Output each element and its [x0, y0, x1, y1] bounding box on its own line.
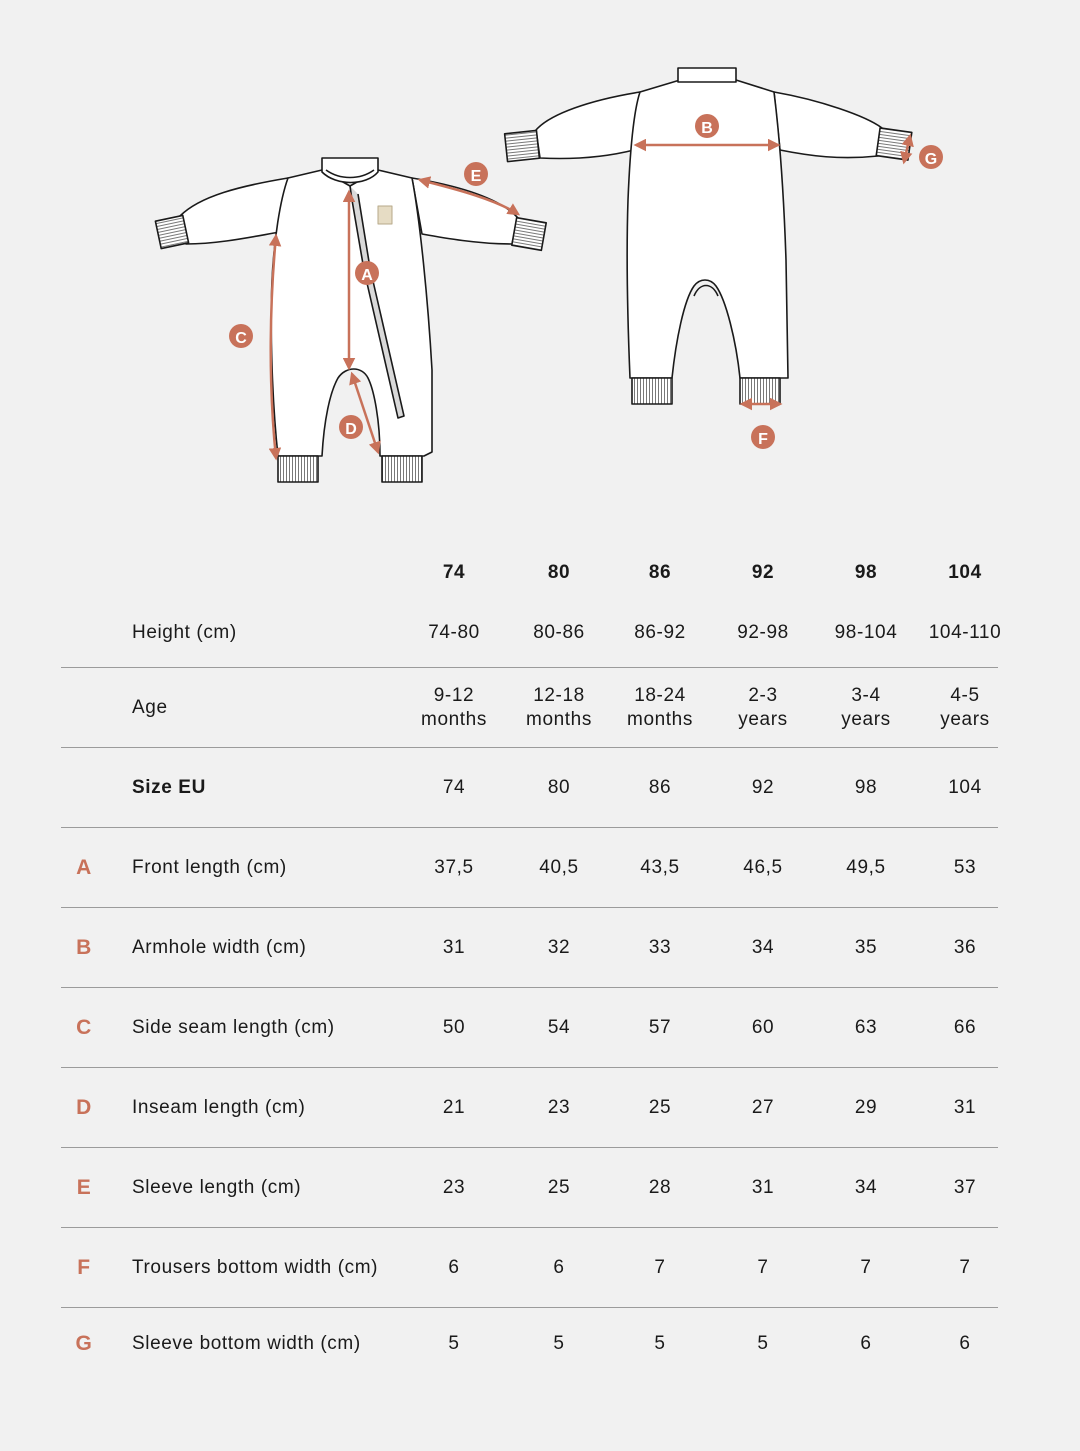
table-row-inseam [0, 1068, 1080, 1148]
table-cell: 21 [442, 1097, 466, 1118]
table-cell: 43,5 [640, 857, 680, 878]
table-cell: 7 [860, 1257, 872, 1278]
row-letter: G [75, 1332, 93, 1355]
table-cell: 46,5 [743, 857, 783, 878]
row-label: Age [132, 697, 168, 718]
row-letter: D [76, 1096, 92, 1119]
marker-g [919, 145, 943, 169]
table-cell: 34 [854, 1177, 878, 1198]
row-label: Side seam length (cm) [132, 1017, 335, 1038]
size-header: 86 [648, 562, 672, 583]
table-cell: 6 [860, 1333, 872, 1354]
table-cell: 74-80 [428, 622, 480, 643]
row-label: Size EU [132, 777, 206, 798]
table-cell: 5 [757, 1333, 769, 1354]
table-cell: 33 [648, 937, 672, 958]
table-cell: 7 [654, 1257, 666, 1278]
table-cell: 3-4 years [841, 685, 891, 730]
table-cell: 60 [751, 1017, 775, 1038]
row-label: Inseam length (cm) [132, 1097, 306, 1118]
table-row-height [0, 608, 1080, 658]
table-cell: 57 [648, 1017, 672, 1038]
table-cell: 2-3 years [738, 685, 788, 730]
garment-illustration [0, 0, 1080, 520]
table-header-row [0, 552, 1080, 594]
row-letter: E [76, 1176, 92, 1199]
svg-text:A: A [361, 267, 373, 284]
table-cell: 74 [442, 777, 466, 798]
table-cell: 80 [547, 777, 571, 798]
table-cell: 23 [547, 1097, 571, 1118]
table-cell: 63 [854, 1017, 878, 1038]
table-row-sleeve-bottom [0, 1308, 1080, 1380]
table-cell: 31 [953, 1097, 977, 1118]
table-cell: 49,5 [846, 857, 886, 878]
svg-text:G: G [924, 151, 938, 168]
table-cell: 34 [751, 937, 775, 958]
table-cell: 23 [442, 1177, 466, 1198]
table-cell: 32 [547, 937, 571, 958]
svg-text:B: B [701, 120, 713, 137]
table-cell: 18-24 months [627, 685, 693, 730]
row-label: Height (cm) [132, 622, 237, 643]
table-cell: 92-98 [737, 622, 789, 643]
size-header: 74 [442, 562, 466, 583]
row-label: Front length (cm) [132, 857, 287, 878]
table-cell: 66 [953, 1017, 977, 1038]
table-cell: 104 [948, 777, 982, 798]
table-cell: 35 [854, 937, 878, 958]
table-cell: 36 [953, 937, 977, 958]
table-cell: 31 [442, 937, 466, 958]
table-row-armhole-width [0, 908, 1080, 988]
marker-b [695, 114, 719, 138]
row-letter: A [76, 856, 92, 879]
row-label: Sleeve bottom width (cm) [132, 1333, 361, 1354]
table-cell: 29 [854, 1097, 878, 1118]
table-cell: 6 [448, 1257, 460, 1278]
table-cell: 4-5 years [940, 685, 990, 730]
marker-f [751, 425, 775, 449]
table-cell: 86-92 [634, 622, 686, 643]
svg-text:F: F [758, 431, 768, 448]
table-cell: 5 [654, 1333, 666, 1354]
table-row-trousers-bottom [0, 1228, 1080, 1308]
table-cell: 40,5 [539, 857, 579, 878]
table-cell: 37 [953, 1177, 977, 1198]
size-header: 98 [854, 562, 878, 583]
table-row-sleeve-length [0, 1148, 1080, 1228]
table-cell: 7 [757, 1257, 769, 1278]
svg-text:C: C [235, 330, 247, 347]
table-row-side-seam [0, 988, 1080, 1068]
table-cell: 80-86 [533, 622, 585, 643]
table-cell: 92 [751, 777, 775, 798]
row-label: Sleeve length (cm) [132, 1177, 302, 1198]
table-cell: 25 [648, 1097, 672, 1118]
table-cell: 98 [854, 777, 878, 798]
table-row-size-eu [0, 748, 1080, 828]
row-label: Armhole width (cm) [132, 937, 307, 958]
size-header: 92 [751, 562, 775, 583]
table-row-front-length [0, 828, 1080, 908]
table-cell: 104-110 [928, 622, 1002, 643]
size-header: 104 [948, 562, 982, 583]
marker-c [229, 324, 253, 348]
table-cell: 7 [959, 1257, 971, 1278]
table-cell: 53 [953, 857, 977, 878]
table-cell: 86 [648, 777, 672, 798]
table-cell: 37,5 [434, 857, 474, 878]
table-cell: 5 [553, 1333, 565, 1354]
table-cell: 28 [648, 1177, 672, 1198]
table-cell: 27 [751, 1097, 775, 1118]
table-cell: 50 [442, 1017, 466, 1038]
table-cell: 6 [959, 1333, 971, 1354]
table-cell: 5 [448, 1333, 460, 1354]
table-cell: 6 [553, 1257, 565, 1278]
table-cell: 31 [751, 1177, 775, 1198]
row-letter: C [76, 1016, 92, 1039]
marker-e [464, 162, 488, 186]
table-cell: 9-12 months [421, 685, 487, 730]
table-cell: 25 [547, 1177, 571, 1198]
row-letter: F [77, 1256, 91, 1279]
row-label: Trousers bottom width (cm) [132, 1257, 379, 1278]
marker-d [339, 415, 363, 439]
svg-text:D: D [345, 421, 357, 438]
marker-a [355, 261, 379, 285]
table-row-age [0, 668, 1080, 748]
table-cell: 12-18 months [526, 685, 592, 730]
table-cell: 54 [547, 1017, 571, 1038]
size-header: 80 [547, 562, 571, 583]
table-cell: 98-104 [834, 622, 898, 643]
row-letter: B [76, 936, 92, 959]
svg-text:E: E [470, 168, 482, 185]
